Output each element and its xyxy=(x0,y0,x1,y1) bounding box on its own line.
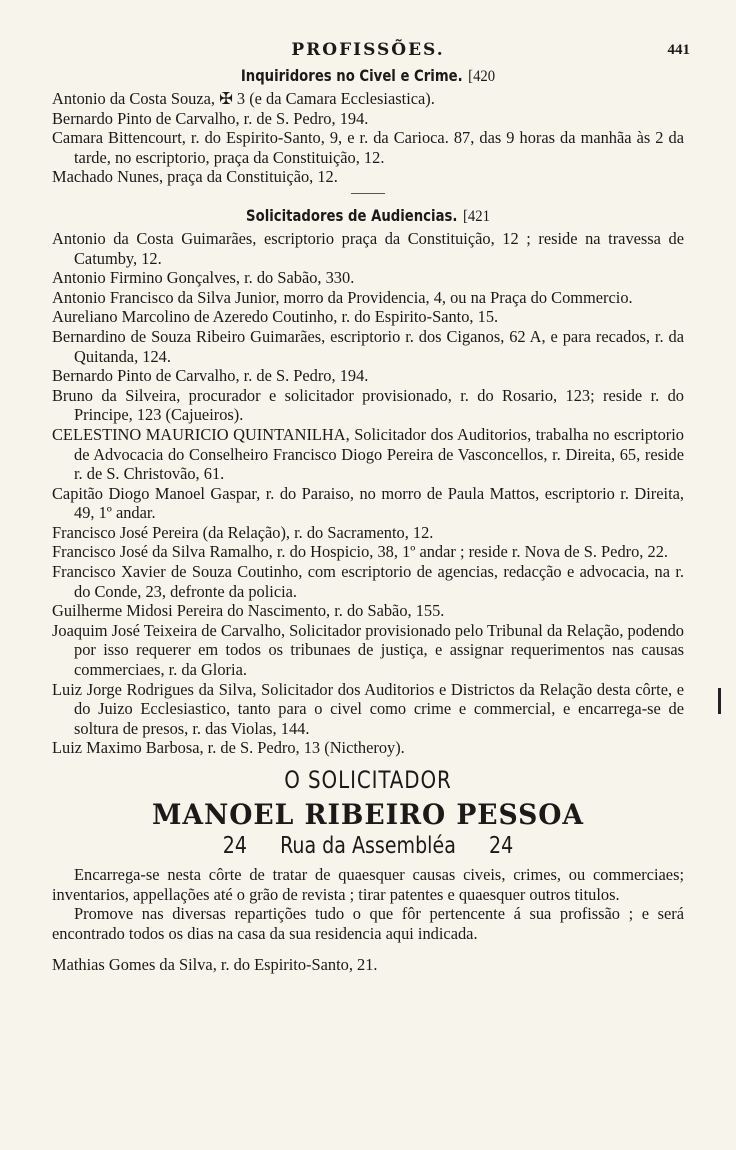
advertisement xyxy=(52,766,684,943)
list-item: Bernardo Pinto de Carvalho, r. de S. Pedro, 194. xyxy=(52,366,369,386)
ad-address-number: 24 xyxy=(488,833,514,859)
list-item: Luiz Maximo Barbosa, r. de S. Pedro, 13 (Nictheroy). xyxy=(52,738,405,758)
list-item: Bernardo Pinto de Carvalho, r. de S. Pedro, 194. xyxy=(52,108,369,128)
list-item: CELESTINO MAURICIO QUINTANILHA, Solicitador dos Auditorios, trabalha no escriptorio de Advocacia do Conselheiro Francisco Diogo Pereira de Vasconcellos, r. Direita, 65, reside r. de S. Christovão, 61. xyxy=(52,424,684,484)
ad-paragraph: Promove nas diversas repartições tudo o que fôr pertencente á sua profissão ; e será encontrado todos os dias na casa da sua residencia aqui indicada. xyxy=(52,904,684,943)
section-divider xyxy=(351,193,385,194)
list-item: Joaquim José Teixeira de Carvalho, Solicitador provisionado pelo Tribunal da Relação, podendo por isso requerer em todos os tribunaes de justiça, e assignar requerimentos nas causas commerciaes, r. da Gloria. xyxy=(52,620,684,680)
directory-page xyxy=(52,40,690,975)
list-item: Capitão Diogo Manoel Gaspar, r. do Paraiso, no morro de Paula Mattos, escriptorio r. Direita, 49, 1º andar. xyxy=(52,483,684,523)
list-item: Francisco José Pereira (da Relação), r. do Sacramento, 12. xyxy=(52,522,434,542)
page-header xyxy=(52,40,690,64)
ad-address xyxy=(77,833,658,859)
running-title: PROFISSÕES. xyxy=(291,40,445,60)
ad-name: MANOEL RIBEIRO PESSOA xyxy=(152,798,584,831)
list-item: Francisco Xavier de Souza Coutinho, com escriptorio de agencias, redacção e advocacia, na r. do Conde, 23, defronte da policia. xyxy=(52,562,684,601)
list-item: Antonio Francisco da Silva Junior, morro da Providencia, 4, ou na Praça do Commercio. xyxy=(52,287,633,307)
list-item: Antonio da Costa Guimarães, escriptorio praça da Constituição, 12 ; reside na travessa de Catumby, 12. xyxy=(52,228,684,268)
list-item: Antonio da Costa Souza, ✠ 3 (e da Camara Ecclesiastica). xyxy=(52,89,435,108)
section-heading-solicitadores xyxy=(77,206,658,226)
ad-kicker: O SOLICITADOR xyxy=(284,766,452,794)
list-item: Bernardino de Souza Ribeiro Guimarães, escriptorio r. dos Ciganos, 62 A, e para recados, r. da Quitanda, 124. xyxy=(52,326,684,366)
margin-mark xyxy=(718,688,721,714)
list-item: Francisco José da Silva Ramalho, r. do Hospicio, 38, 1º andar ; reside r. Nova de S. Pedro, 22. xyxy=(52,542,668,562)
list-item: Camara Bittencourt, r. do Espirito-Santo, 9, e r. da Carioca. 87, das 9 horas da manhãa às 2 da tarde, no escriptorio, praça da Constituição, 12. xyxy=(52,128,684,167)
section-heading-inquiridores xyxy=(77,66,658,86)
section-title: Solicitadores de Audiencias. xyxy=(246,205,458,225)
list-item: Luiz Jorge Rodrigues da Silva, Solicitador dos Auditorios e Districtos da Relação desta côrte, e do Juizo Ecclesiastico, tanto para o civel como crime e commercial, e encarrega-se de soltura de presos, r. das Violas, 144. xyxy=(52,679,684,738)
section-number: [420 xyxy=(468,68,496,85)
list-item: Bruno da Silveira, procurador e solicitador provisionado, r. do Rosario, 123; reside r. do Principe, 123 (Cajueiros). xyxy=(52,385,684,425)
ad-paragraph: Encarrega-se nesta côrte de tratar de quaesquer causas civeis, crimes, ou commerciaes; inventarios, appellações até o grão de revista ; tirar patentes e quaesquer outros titulos. xyxy=(52,865,684,904)
list-item: Aureliano Marcolino de Azeredo Coutinho, r. do Espirito-Santo, 15. xyxy=(52,307,499,327)
list-item: Guilherme Midosi Pereira do Nascimento, r. do Sabão, 155. xyxy=(52,601,445,621)
ad-address-number: 24 xyxy=(222,833,248,859)
page-number: 441 xyxy=(667,42,690,58)
list-item: Antonio Firmino Gonçalves, r. do Sabão, 330. xyxy=(52,268,355,288)
section-title: Inquiridores no Civel e Crime. xyxy=(240,66,463,85)
ad-address-street: Rua da Assembléa xyxy=(280,833,456,859)
section-number: [421 xyxy=(462,207,490,225)
list-item: Mathias Gomes da Silva, r. do Espirito-Santo, 21. xyxy=(52,955,378,975)
list-item: Machado Nunes, praça da Constituição, 12. xyxy=(52,167,338,187)
